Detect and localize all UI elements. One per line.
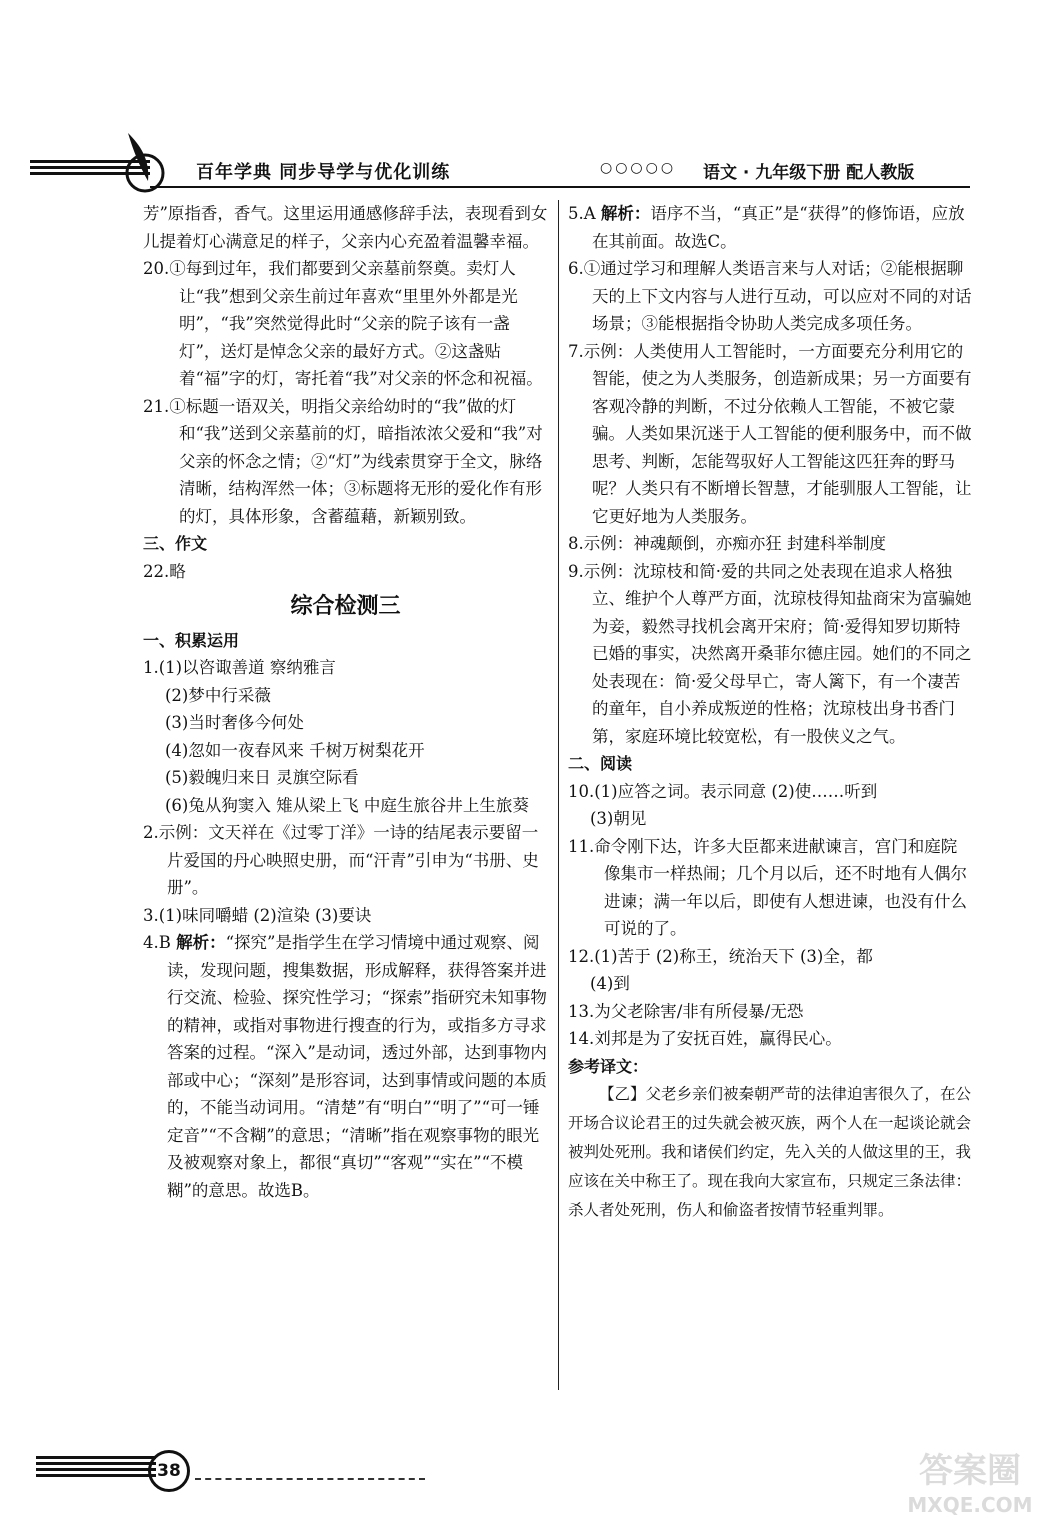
right-column: [568, 200, 973, 1225]
answer-2: 2.示例：文天祥在《过零丁洋》一诗的结尾表示要留一片爱国的丹心映照史册，而“汗青”引申为“书册、史册”。: [143, 823, 539, 897]
answer-4-choice: 4.B: [143, 933, 177, 952]
answer-11: 11.命令刚下达，许多大臣都来进献谏言，宫门和庭院像集市一样热闹；几个月以后，还不时地有人偶尔进谏；满一年以后，即使有人想进谏，也没有什么可说的了。: [568, 836, 967, 938]
answer-6: 6.①通过学习和理解人类语言来与人对话；②能根据聊天的上下文内容与人进行互动，可以应对不同的对话场景；③能根据指令协助人类完成多项任务。: [568, 259, 972, 333]
test-title: 综合检测三: [290, 594, 401, 619]
answer-4: [143, 929, 548, 1204]
answer-20: 20.①每到过年，我们都要到父亲墓前祭奠。卖灯人让“我”想到父亲生前过年喜欢“里里外外都是光明”，“我”突然觉得此时“父亲的院子该有一盏灯”，送灯是悼念父亲的最好方式。②这盏贴着“福”字的灯，寄托着“我”对父亲的怀念和祝福。: [143, 259, 543, 388]
answer-8: 8.示例：神魂颠倒，亦痴亦狂 封建科举制度: [568, 534, 886, 553]
watermark-text: 答案圈: [919, 1451, 1021, 1491]
section-accumulation: 一、积累运用: [143, 630, 240, 650]
answer-9: 9.示例：沈琼枝和简·爱的共同之处表现在追求人格独立、维护个人尊严方面，沈琼枝得知盐商宋为富骗她为妾，毅然寻找机会离开宋府；简·爱得知罗切斯特已婚的事实，决然离开桑菲尔德庄园。她们的不同之处表现在：简·爱父母早亡，寄人篱下，有一个凄苦的童年，自小养成叛逆的性格；沈琼枝出身书香门第，家庭环境比较宽松，有一股侠义之气。: [568, 561, 972, 746]
answer-1-6: (6)兔从狗窦入 雉从梁上飞 中庭生旅谷井上生旅葵: [165, 795, 529, 815]
answer-21: 21.①标题一语双关，明指父亲给幼时的“我”做的灯和“我”送到父亲墓前的灯，暗指浓浓父爱和“我”对父亲的怀念之情；②“灯”为线索贯穿于全文，脉络清晰，结构浑然一体；③标题将无形的爱化作有形的灯，具体形象，含蓄蕴藉，新颖别致。: [143, 396, 543, 526]
answer-13: 13.为父老除害/非有所侵暴/无恐: [568, 1001, 804, 1021]
answer-4-analysis-label: 解析：: [176, 933, 226, 952]
answer-1-1: 1.(1)以咨诹善道 察纳雅言: [143, 658, 336, 677]
feather-pen-icon: [110, 125, 180, 195]
header-dots: ○○○○○: [600, 160, 677, 176]
answer-1-5: (5)毅魄归来日 灵旗空际看: [165, 768, 359, 787]
answer-7: 7.示例：人类使用人工智能时，一方面要充分利用它的智能，使之为人类服务，创造新成果；另一方面要有客观冷静的判断，不过分依赖人工智能，不被它蒙骗。人类如果沉迷于人工智能的便利服务中，而不做思考、判断，怎能驾驭好人工智能这匹狂奔的野马呢？人类只有不断增长智慧，才能驯服人工智能，让它更好地为人类服务。: [568, 341, 972, 526]
watermark-logo: [900, 1440, 1040, 1520]
answer-5-analysis: 语序不当，“真正”是“获得”的修饰语，应放在其前面。故选C。: [592, 204, 965, 251]
header-rule: [150, 186, 970, 188]
footer-dashed-rule: [195, 1478, 425, 1480]
answer-5-analysis-label: 解析：: [600, 204, 651, 223]
answer-22: 22.略: [143, 561, 186, 581]
column-divider: [558, 200, 559, 1390]
answer-4-analysis: “探究”是指学生在学习情境中通过观察、阅读，发现问题，搜集数据，形成解释，获得答案并进行交流、检验、探究性学习；“探索”指研究未知事物的精神，或指对事物进行搜查的行为，或指多方寻求答案的过程。“深入”是动词，透过外部，达到事物内部或中心；“深刻”是形容词，达到事情或问题的本质的，不能当动词用。“清楚”有“明白”“明了”“可一锤定音”“不含糊”的意思；“清晰”指在观察事物的眼光及被观察对象上，都很“真切”“客观”“实在”“不模糊”的意思。故选B。: [167, 933, 547, 1200]
answer-5: [568, 200, 973, 255]
left-column: [143, 200, 548, 1204]
answer-3: 3.(1)味同嚼蜡 (2)渲染 (3)要诀: [143, 905, 372, 925]
answer-10-1: 10.(1)应答之词。表示同意 (2)使……听到: [568, 781, 878, 801]
answer-10-2: (3)朝见: [590, 809, 647, 828]
reference-translation: 【乙】父老乡亲们被秦朝严苛的法律迫害很久了，在公开场合议论君王的过失就会被灭族，两个人在一起谈论就会被判处死刑。我和诸侯们约定，先入关的人做这里的王，我应该在关中称王了。现在我向大家宣布，只规定三条法律：杀人者处死刑，伤人和偷盗者按情节轻重判罪。: [568, 1085, 972, 1219]
answer-12-1: 12.(1)苦于 (2)称王，统治天下 (3)全，都: [568, 946, 873, 966]
answer-12-2: (4)到: [590, 974, 630, 993]
answer-1-4: (4)忽如一夜春风来 千树万树梨花开: [165, 740, 425, 760]
answer-1-3: (3)当时奢侈今何处: [165, 713, 304, 732]
section-reading: 二、阅读: [568, 754, 633, 773]
answer-5-choice: 5.A: [568, 204, 601, 223]
page-number: 38: [148, 1450, 190, 1492]
answer-19-cont: 芳”原指香，香气。这里运用通感修辞手法，表现看到女儿提着灯心满意足的样子，父亲内心充盈着温馨幸福。: [143, 204, 548, 251]
answer-14: 14.刘邦是为了安抚百姓，赢得民心。: [568, 1029, 842, 1048]
subject-label: 语文 · 九年级下册 配人教版: [703, 163, 915, 183]
answer-1-2: (2)梦中行采薇: [165, 685, 271, 705]
section-composition: 三、作文: [143, 534, 208, 553]
footer-decor-bars: [36, 1456, 156, 1480]
watermark-url: MXQE.COM: [907, 1493, 1033, 1517]
reference-translation-title: 参考译文：: [568, 1056, 649, 1076]
book-title: 百年学典 同步导学与优化训练: [196, 162, 451, 183]
